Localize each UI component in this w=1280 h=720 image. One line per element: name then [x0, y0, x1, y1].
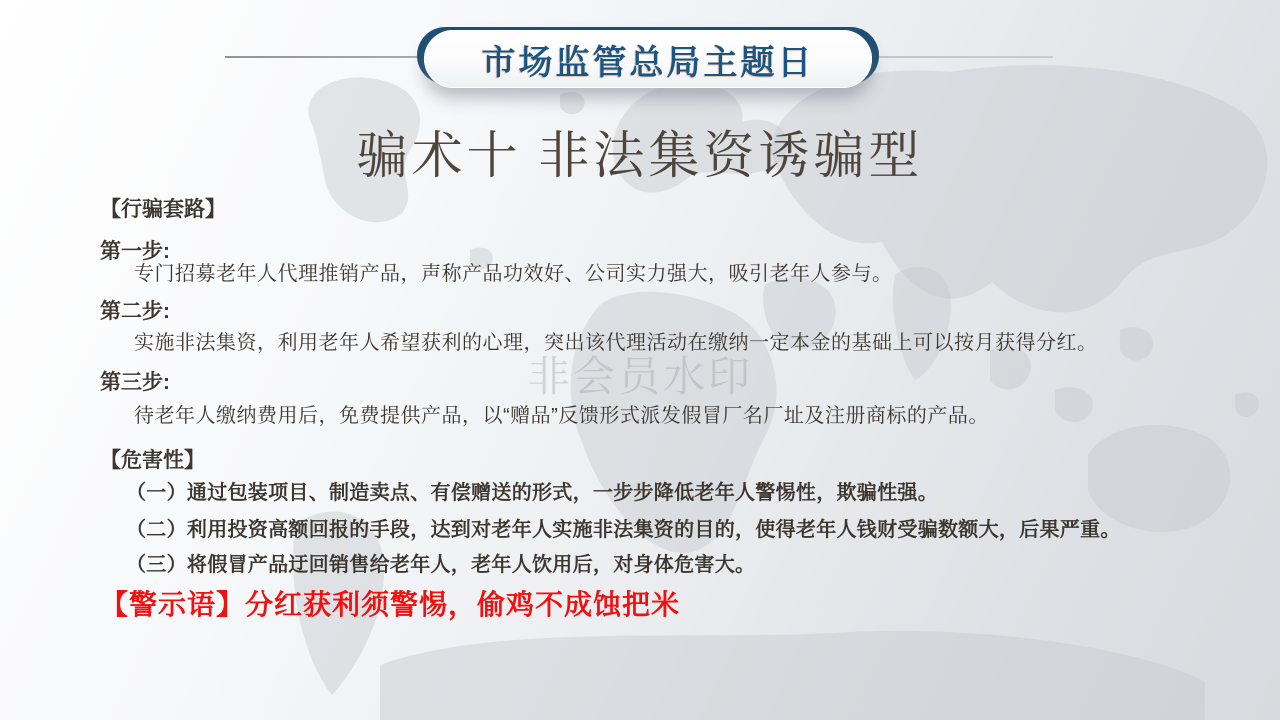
tactics-heading: 【行骗套路】 — [100, 198, 226, 221]
membership-watermark: 非会员水印 — [528, 353, 754, 400]
header-banner — [424, 30, 872, 88]
harm-item-2: （二）利用投资高额回报的手段，达到对老年人实施非法集资的目的，使得老年人钱财受骗数额大，后果严重。 — [126, 519, 1121, 541]
step-2-label: 第二步: — [100, 300, 170, 323]
harms-heading: 【危害性】 — [100, 449, 205, 472]
step-3-text: 待老年人缴纳费用后，免费提供产品，以“赠品”反馈形式派发假冒厂名厂址及注册商标的产品。 — [134, 405, 989, 427]
step-1-label: 第一步: — [100, 240, 170, 263]
harm-item-1: （一）通过包装项目、制造卖点、有偿赠送的形式，一步步降低老年人警惕性，欺骗性强。 — [126, 482, 938, 504]
step-3-label: 第三步: — [100, 371, 170, 394]
harm-item-3: （三）将假冒产品迂回销售给老年人，老年人饮用后，对身体危害大。 — [126, 554, 756, 576]
header-title: 市场监管总局主题日 — [481, 43, 815, 82]
banner-face — [424, 30, 872, 88]
page-title: 骗术十 非法集资诱骗型 — [356, 129, 924, 185]
warning-text: 【警示语】分红获利须警惕，偷鸡不成蚀把米 — [100, 589, 681, 620]
step-1-text: 专门招募老年人代理推销产品，声称产品功效好、公司实力强大，吸引老年人参与。 — [134, 263, 893, 285]
step-2-text: 实施非法集资，利用老年人希望获利的心理，突出该代理活动在缴纳一定本金的基础上可以按月获得分红。 — [134, 332, 1098, 354]
